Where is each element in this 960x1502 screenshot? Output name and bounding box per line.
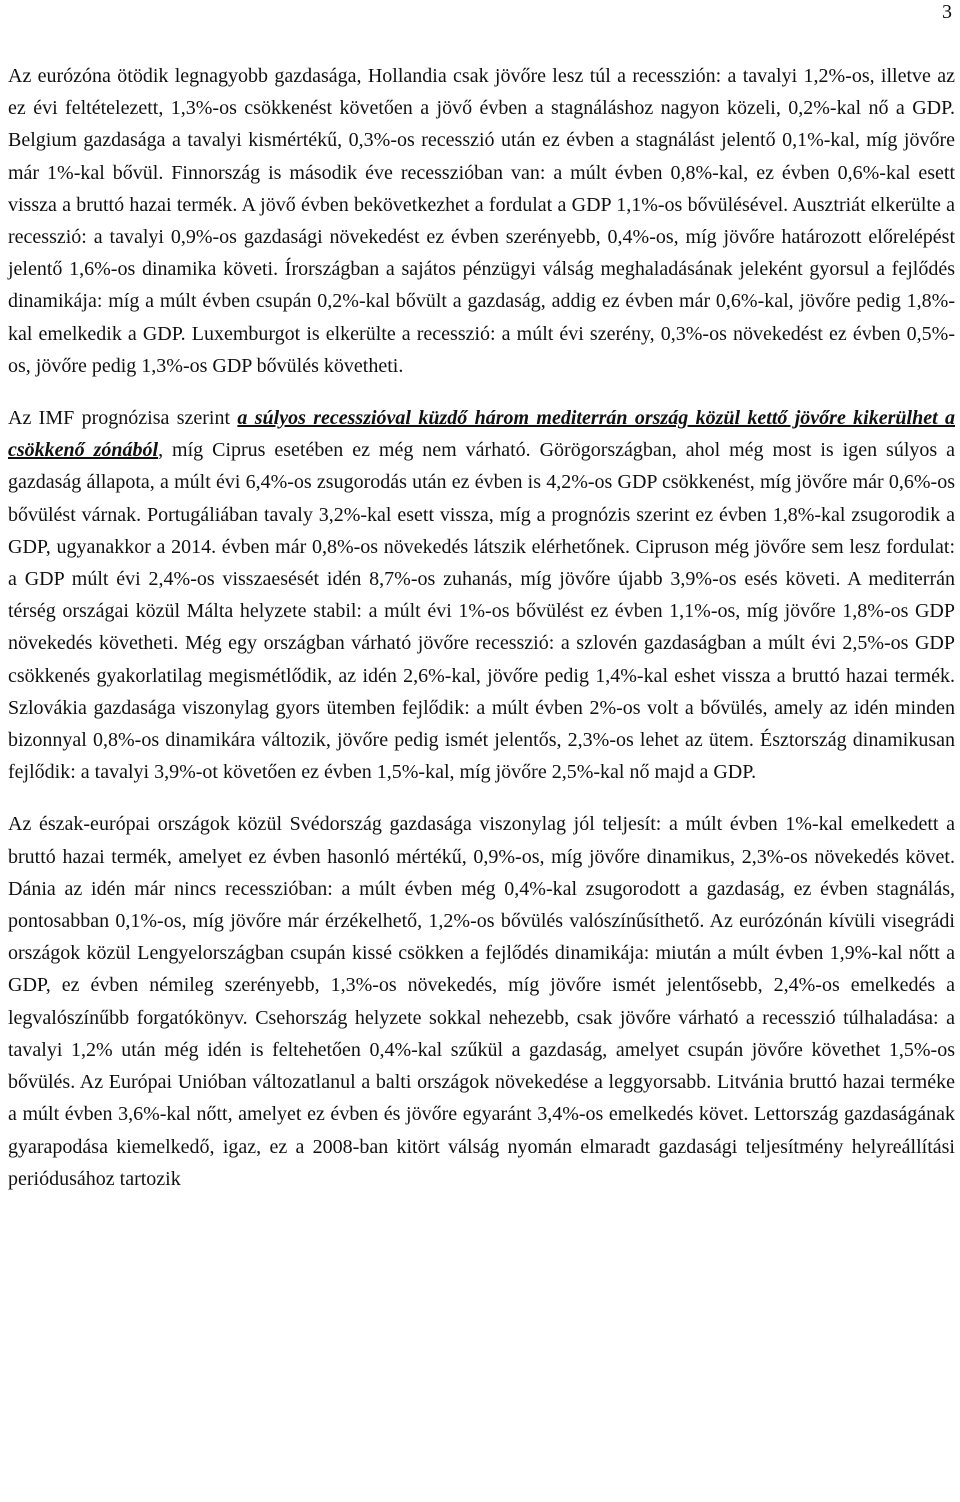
paragraph-mediterranean xyxy=(8,402,955,788)
paragraph-northern-europe: Az észak-európai országok közül Svédország gazdasága viszonylag jól teljesít: a múlt évben 1%-kal emelkedett a bruttó hazai termék, amelyet ez évben hasonló mértékű, 0,9%-os, míg jövőre dinamikus, 2,3%-os növekedés követ. Dánia az idén már nincs recesszióban: a múlt évben még 0,4%-kal zsugorodott a gazdaság, ez évben stagnálás, pontosabban 0,1%-os, míg jövőre már érzékelhető, 1,2%-os bővülés valószínűsíthető. Az eurózónán kívüli visegrádi országok közül Lengyelországban csupán kissé csökken a fejlődés dinamikája: miután a múlt évben 1,9%-kal nőtt a GDP, ez évben némileg szerényebb, 1,3%-os növekedés, míg jövőre ismét jelentősebb, 2,4%-os emelkedés a legvalószínűbb forgatókönyv. Csehország helyzete sokkal nehezebb, csak jövőre várható a recesszió túlhaladása: a tavalyi 1,2% után még idén is feltehetően 0,4%-kal szűkül a gazdaság, amelyet csupán jövőre követhet 1,5%-os bővülés. Az Európai Unióban változatlanul a balti országok növekedése a leggyorsabb. Litvánia bruttó hazai terméke a múlt évben 3,6%-kal nőtt, amelyet ez évben és jövőre egyaránt 3,4%-os emelkedés követ. Lettország gazdaságának gyarapodása kiemelkedő, igaz, ez a 2008-ban kitört válság nyomán elmaradt gazdasági teljesítmény helyreállítási periódusához tartozik xyxy=(8,813,955,1190)
paragraph-lead-text: Az IMF prognózisa szerint xyxy=(8,407,238,430)
document-body xyxy=(8,60,955,1215)
emphasized-text: a súlyos recesszióval küzdő három mediterrán ország közül kettő jövőre kikerülhet a csökkenő zónából xyxy=(8,407,955,462)
paragraph-western-eurozone: Az eurózóna ötödik legnagyobb gazdasága, Hollandia csak jövőre lesz túl a recesszión: a tavalyi 1,2%-os, illetve az ez évi feltételezett, 1,3%-os csökkenést követően a jövő évben a stagnáláshoz nagyon közeli, 0,2%-kal nő a GDP. Belgium gazdasága a tavalyi kismértékű, 0,3%-os recesszió után ez évben a stagnálást jelentő 0,1%-kal, míg jövőre már 1%-kal bővül. Finnország is második éve recesszióban van: a múlt évben 0,8%-kal, ez évben 0,6%-kal esett vissza a bruttó hazai termék. A jövő évben bekövetkezhet a fordulat a GDP 1,1%-os bővülésével. Ausztriát elkerülte a recesszió: a tavalyi 0,9%-os gazdasági növekedést ez évben szerényebb, 0,4%-os, míg jövőre határozott előrelépést jelentő 1,6%-os dinamika követi. Írországban a sajátos pénzügyi válság meghaladásának jeleként gyorsul a fejlődés dinamikája: míg a múlt évben csupán 0,2%-kal bővült a gazdaság, addig ez évben már 0,6%-kal, jövőre pedig 1,8%-kal emelkedik a GDP. Luxemburgot is elkerülte a recesszió: a múlt évi szerény, 0,3%-os növekedést ez évben 0,5%-os, jövőre pedig 1,3%-os GDP bővülés követheti. xyxy=(8,65,955,377)
page-number: 3 xyxy=(942,1,952,23)
paragraph-rest-text: , míg Ciprus esetében ez még nem várható. Görögországban, ahol még most is igen súlyos a gazdaság állapota, a múlt évi 6,4%-os zsugorodás után ez évben is 4,2%-os GDP csökkenést, míg jövőre már 0,6%-os bővülést várnak. Portugáliában tavaly 3,2%-kal esett vissza, míg a prognózis szerint ez évben 1,8%-kal zsugorodik a GDP, ugyanakkor a 2014. évben már 0,8%-os növekedés látszik elérhetőnek. Cipruson még jövőre sem lesz fordulat: a GDP múlt évi 2,4%-os visszaesését idén 8,7%-os zuhanás, míg jövőre újabb 3,9%-os esés követi. A mediterrán térség országai közül Málta helyzete stabil: a múlt évi 1%-os bővülést ez évben 1,1%-os, míg jövőre 1,8%-os GDP növekedés követheti. Még egy országban várható jövőre recesszió: a szlovén gazdaságban a múlt évi 2,5%-os GDP csökkenés gyakorlatilag megismétlődik, az idén 2,6%-kal, jövőre pedig 1,4%-kal eshet vissza a bruttó hazai termék. Szlovákia gazdasága viszonylag gyors ütemben fejlődik: a múlt évben 2%-os volt a bővülés, amely az idén minden bizonnyal 0,8%-os dinamikára változik, jövőre pedig ismét jelentős, 2,3%-os lehet az ütem. Észtország dinamikusan fejlődik: a tavalyi 3,9%-ot követően ez évben 1,5%-kal, míg jövőre 2,5%-kal nő majd a GDP. xyxy=(8,439,955,784)
